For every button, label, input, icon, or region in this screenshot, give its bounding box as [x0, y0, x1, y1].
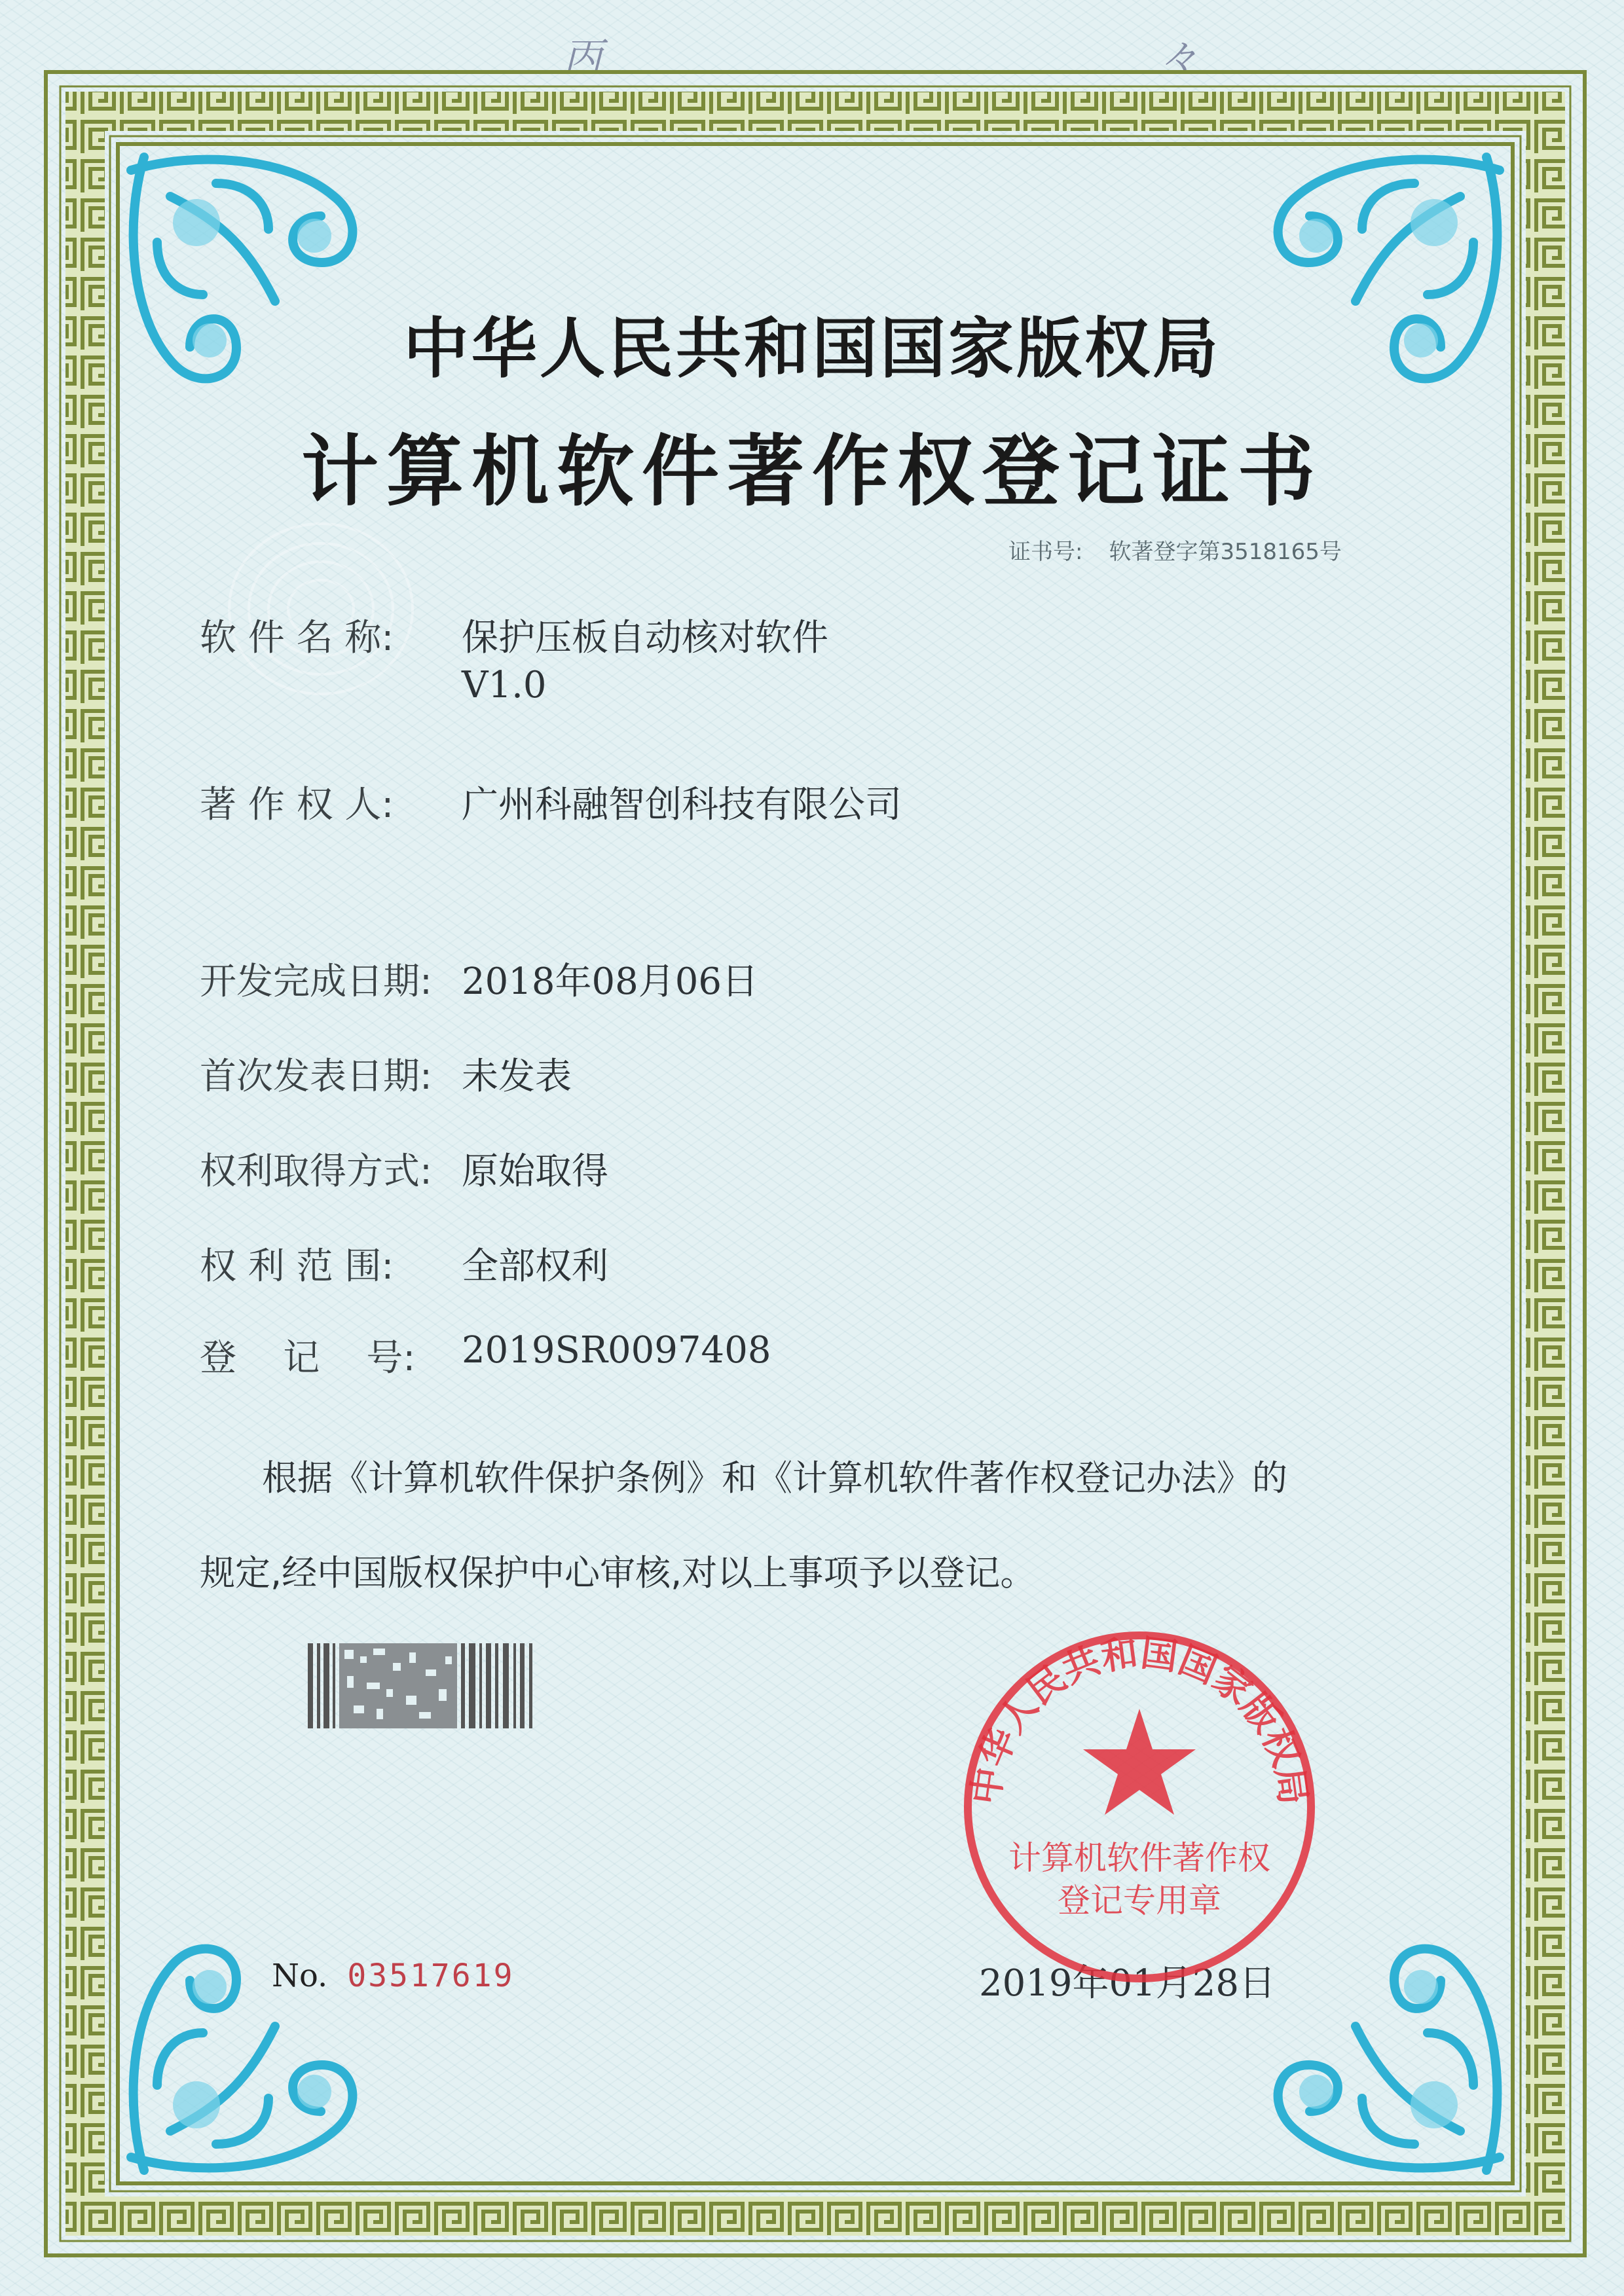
seal-line-1: 计算机软件著作权 [1008, 1839, 1270, 1877]
statement-line-1: 根据《计算机软件保护条例》和《计算机软件著作权登记办法》的 [262, 1457, 1287, 1499]
seal-ring-text: 中华人民共和国国家版权局 [964, 1631, 1315, 1808]
field-registration-number [200, 1329, 771, 1381]
field-value: 全部权利 [462, 1245, 608, 1288]
official-seal [956, 1624, 1323, 1990]
field-value: 2018年08月06日 [462, 960, 759, 1003]
software-name: 保护压板自动核对软件 [462, 617, 828, 659]
handwritten-mark-left: 丙 [563, 35, 602, 81]
serial-number-label: No. [272, 1958, 328, 1994]
software-version: V1.0 [462, 664, 547, 706]
field-value: 原始取得 [462, 1150, 608, 1193]
seal-line-2: 登记专用章 [1058, 1882, 1221, 1920]
field-label: 首次发表日期: [200, 1055, 432, 1098]
field-completion-date [200, 953, 758, 1005]
serial-number-value: 03517619 [347, 1958, 515, 1994]
certificate-number [1008, 534, 1342, 566]
field-software-name [200, 609, 828, 706]
field-label: 权 利 范 围: [200, 1245, 394, 1288]
statement-line-2: 规定,经中国版权保护中心审核,对以上事项予以登记。 [200, 1552, 1036, 1594]
field-copyright-owner [200, 776, 902, 828]
field-rights-scope [200, 1237, 608, 1290]
certificate-number-label: 证书号: [1008, 539, 1083, 565]
corner-ornament-bottom-left [118, 1817, 485, 2183]
field-value [462, 609, 828, 706]
field-acquisition-method [200, 1142, 608, 1195]
issuing-authority: 中华人民共和国国家版权局 [403, 310, 1221, 387]
certificate-title: 计算机软件著作权登记证书 [301, 426, 1323, 517]
field-value: 未发表 [462, 1055, 572, 1098]
field-first-publication-date [200, 1048, 572, 1100]
field-value: 2019SR0097408 [462, 1329, 771, 1372]
serial-number [272, 1958, 515, 1994]
issue-date: 2019年01月28日 [979, 1962, 1276, 2005]
handwritten-mark-right: 々 [1159, 35, 1198, 81]
certificate-number-value: 软著登字第3518165号 [1109, 539, 1342, 565]
field-label: 权利取得方式: [200, 1150, 432, 1193]
barcode [308, 1643, 544, 1728]
field-label: 著 作 权 人: [200, 784, 394, 826]
field-label: 开发完成日期: [200, 960, 432, 1003]
field-value: 广州科融智创科技有限公司 [462, 784, 902, 826]
field-label: 软 件 名 称: [200, 617, 394, 659]
field-label: 登 记 号: [200, 1337, 416, 1379]
